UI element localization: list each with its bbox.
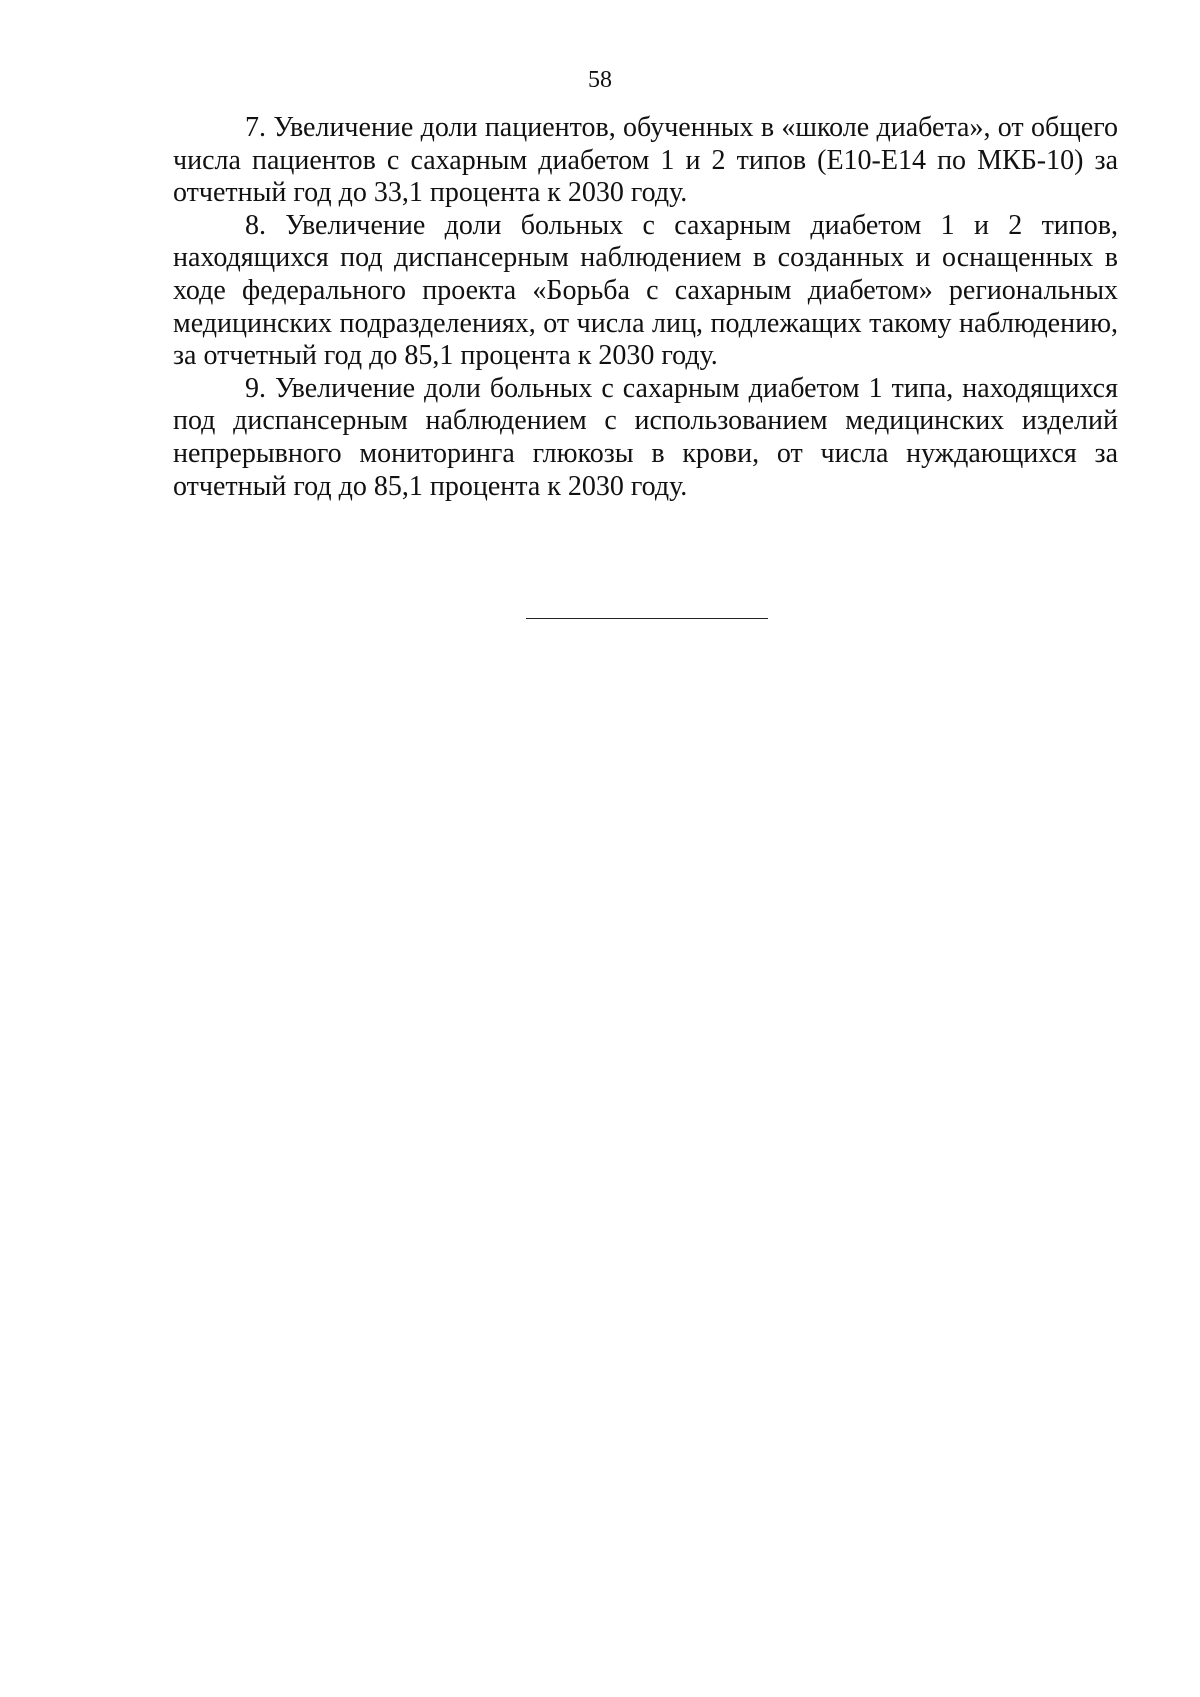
paragraph-item-7: 7. Увеличение доли пациентов, обученных в «школе диабета», от общего числа пациентов с сахарным диабетом 1 и 2 типов (E10-E14 по МКБ-10) за отчетный год до 33,1 процента к 2030 году. [173, 112, 1118, 209]
paragraph-item-8: 8. Увеличение доли больных с сахарным диабетом 1 и 2 типов, находящихся под диспансерным наблюдением в созданных и оснащенных в ходе федерального проекта «Борьба с сахарным диабетом» региональных медицинских подразделениях, от числа лиц, подлежащих такому наблюдению, за отчетный год до 85,1 процента к 2030 году. [173, 209, 1118, 372]
paragraph-item-9: 9. Увеличение доли больных с сахарным диабетом 1 типа, находящихся под диспансерным наблюдением с использованием медицинских изделий непрерывного мониторинга глюкозы в крови, от числа нуждающихся за отчетный год до 85,1 процента к 2030 году. [173, 372, 1118, 502]
page-number: 58 [588, 67, 612, 93]
end-divider [526, 618, 768, 619]
document-body [173, 112, 1118, 503]
